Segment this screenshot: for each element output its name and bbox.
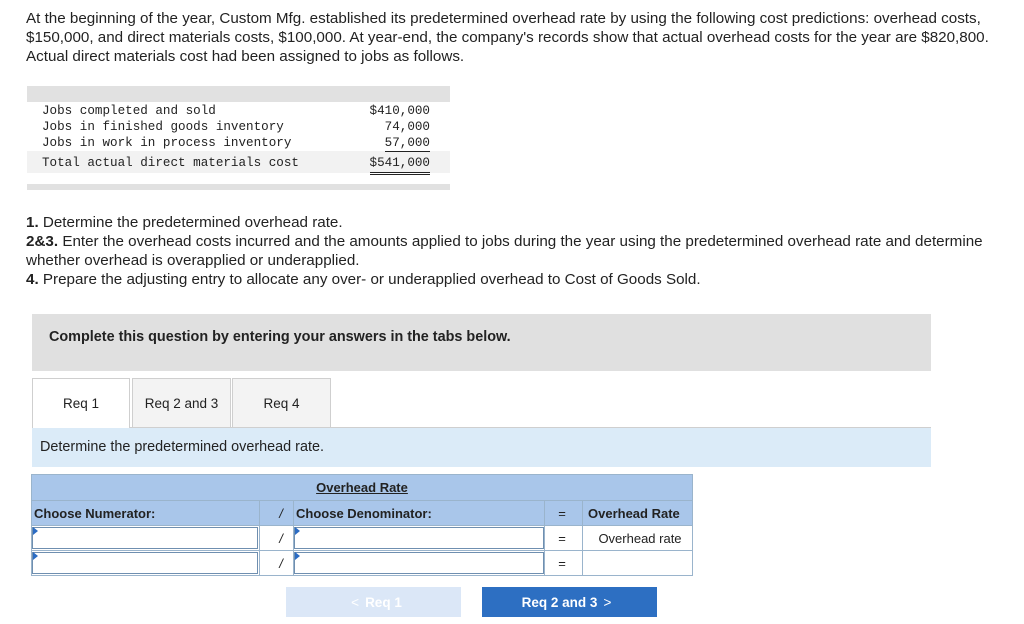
divide-symbol: /: [279, 531, 283, 546]
cost-total-row: [42, 155, 430, 171]
requirement-number: 2&3.: [26, 233, 59, 250]
cost-total-value: $541,000: [370, 155, 430, 175]
grid-title: [32, 475, 692, 500]
requirement-text: Determine the predetermined overhead rate.: [38, 214, 343, 231]
tab-req-1[interactable]: Req 1: [32, 378, 130, 429]
dropdown-marker-icon: [33, 527, 38, 535]
tab-req-2-and-3[interactable]: Req 2 and 3: [132, 378, 231, 428]
cost-row-label: Jobs in work in process inventory: [42, 136, 292, 150]
requirement-text: Prepare the adjusting entry to allocate any over- or underapplied overhead to Cost of Goods Sold.: [38, 271, 701, 288]
overhead-rate-grid: [31, 474, 693, 576]
cost-table-top-band: [27, 86, 450, 102]
complete-question-text: Complete this question by entering your answers in the tabs below.: [49, 329, 511, 345]
cost-total-label: Total actual direct materials cost: [42, 156, 299, 170]
equals-symbol: =: [558, 531, 566, 546]
cost-row-label: Jobs in finished goods inventory: [42, 120, 284, 134]
tab-req-4[interactable]: Req 4: [232, 378, 331, 428]
denominator-header: Choose Denominator:: [296, 506, 432, 521]
next-req-label: Req 2 and 3: [521, 595, 598, 610]
equals-symbol: =: [558, 506, 566, 521]
chevron-left-icon: <: [351, 595, 360, 610]
result-header: Overhead Rate: [588, 506, 680, 521]
cost-row: [42, 119, 430, 135]
cost-table: [27, 86, 450, 190]
cost-row: [42, 135, 430, 151]
cost-row-value: 74,000: [384, 120, 430, 134]
requirement-text: Enter the overhead costs incurred and the amounts applied to jobs during the year using the predetermined overhead rate and determine whether overhead is overapplied or underapplied.: [26, 233, 983, 269]
numerator-select[interactable]: [32, 527, 258, 549]
denominator-input[interactable]: [294, 552, 544, 574]
grid-row: [32, 525, 692, 550]
prev-req-label: Req 1: [365, 595, 402, 610]
denominator-select[interactable]: [294, 527, 544, 549]
complete-question-banner: [32, 314, 931, 371]
next-req-button[interactable]: [482, 587, 657, 617]
requirement-item: [26, 232, 1016, 270]
divide-symbol: /: [279, 506, 283, 521]
cost-row-value: $410,000: [369, 104, 430, 118]
numerator-header: Choose Numerator:: [34, 506, 156, 521]
grid-header-row: [32, 500, 692, 525]
requirement-item: [26, 270, 1016, 289]
dropdown-marker-icon: [295, 527, 300, 535]
requirement-number: 1.: [26, 214, 39, 231]
chevron-right-icon: >: [603, 595, 612, 610]
instruction-bar: [32, 428, 931, 467]
cost-row-label: Jobs completed and sold: [42, 104, 216, 118]
problem-intro: At the beginning of the year, Custom Mfg. established its predetermined overhead rate by using the following cost predictions: overhead costs, $150,000, and direct materials costs, $100,000. At year-end, the company's records show that actual overhead costs for the year are $820,800. Actual direct materials cost had been assigned to jobs as follows.: [26, 10, 989, 65]
cost-row-value: 57,000: [384, 136, 430, 150]
divide-symbol: /: [279, 556, 283, 571]
requirements-list: [26, 213, 1016, 289]
grid-row: [32, 550, 692, 575]
numerator-input[interactable]: [32, 552, 258, 574]
requirement-item: [26, 213, 1016, 232]
requirement-number: 4.: [26, 271, 39, 288]
equals-symbol: =: [558, 556, 566, 571]
grid-title-text: Overhead Rate: [316, 480, 408, 495]
instruction-text: Determine the predetermined overhead rate.: [40, 439, 324, 455]
dropdown-marker-icon: [295, 552, 300, 560]
cost-row: [42, 103, 430, 119]
prev-req-button[interactable]: [286, 587, 461, 617]
dropdown-marker-icon: [33, 552, 38, 560]
result-label: Overhead rate: [598, 531, 682, 546]
cost-table-bottom-band: [27, 184, 450, 190]
